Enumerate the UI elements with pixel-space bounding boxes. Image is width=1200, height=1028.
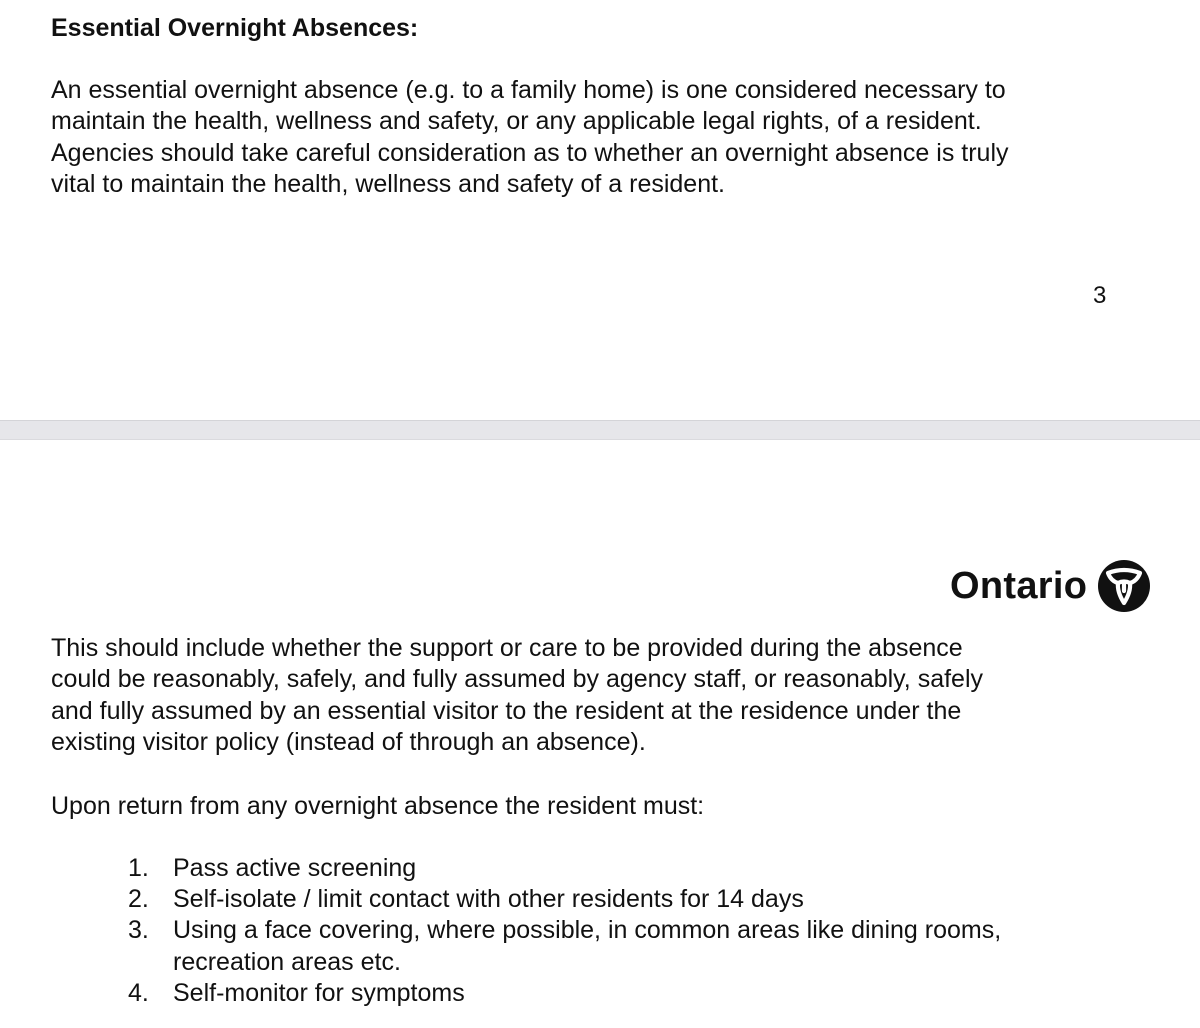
list-item-text: Using a face covering, where possible, in common areas like dining rooms, recreation areas etc. (173, 916, 1002, 976)
list-item (128, 853, 1093, 884)
list-item-number: 2. (128, 885, 149, 914)
page-number: 3 (1093, 282, 1107, 309)
list-item-number: 1. (128, 854, 149, 882)
section-heading: Essential Overnight Absences: (51, 14, 419, 42)
page-separator (0, 420, 1200, 440)
ontario-logo (950, 560, 1151, 612)
document-page-3 (0, 0, 1200, 420)
support-care-paragraph: This should include whether the support or care to be provided during the absence could be reasonably, safely, and fully assumed by agency staff, or reasonably, safely and fully assumed by an essential visitor to the resident at the residence under the existing visitor policy (instead of through an absence). (51, 634, 984, 757)
list-item-number: 3. (128, 916, 149, 945)
document-page-4 (0, 440, 1200, 1028)
list-item-text: Self-isolate / limit contact with other residents for 14 days (173, 885, 804, 914)
list-item-text: Pass active screening (173, 854, 417, 882)
list-item (128, 884, 1093, 915)
return-requirements-intro: Upon return from any overnight absence the resident must: (51, 792, 705, 820)
list-item (128, 978, 1093, 1009)
return-requirements-list (128, 853, 1093, 1009)
list-item (128, 915, 1093, 977)
ontario-wordmark: Ontario (950, 565, 1088, 607)
list-item-text: Self-monitor for symptoms (173, 978, 465, 1007)
ontario-trillium-icon (1097, 559, 1151, 613)
list-item-number: 4. (128, 978, 149, 1007)
essential-absence-paragraph: An essential overnight absence (e.g. to a family home) is one considered necessary to maintain the health, wellness and safety, or any applicable legal rights, of a resident. Agencies should take careful consideration as to whether an overnight absence is truly vital to maintain the health, wellness and safety of a resident. (51, 76, 1009, 199)
